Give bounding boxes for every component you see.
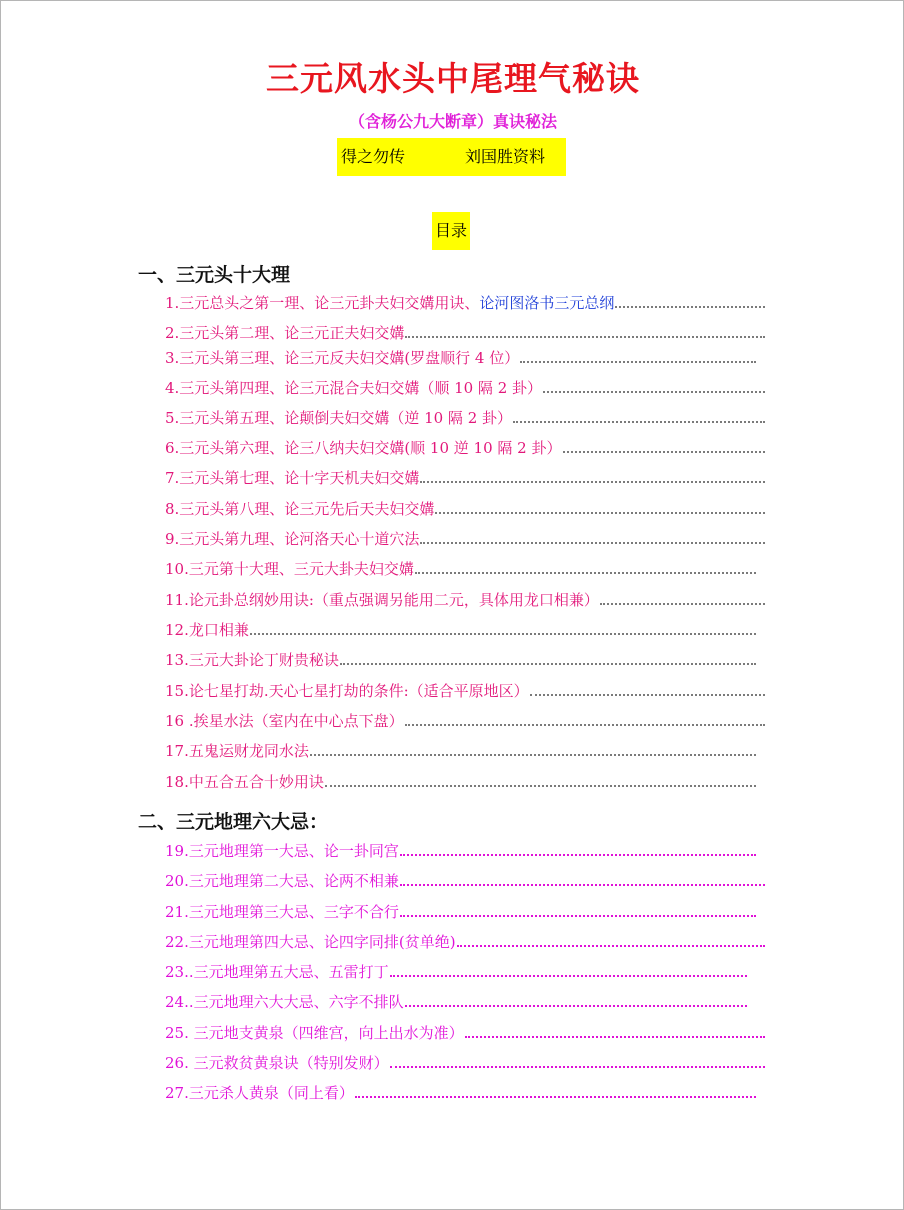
toc-item[interactable]: [165, 961, 747, 983]
toc-item-text: 23..三元地理第五大忌、五雷打丁: [165, 963, 389, 981]
toc-item-text: 10.三元第十大理、三元大卦夫妇交媾: [165, 560, 414, 578]
toc-item[interactable]: [165, 680, 765, 702]
toc-item[interactable]: [165, 498, 765, 520]
toc-item[interactable]: [165, 467, 765, 489]
leader-dots: [250, 619, 756, 635]
toc-item[interactable]: [165, 347, 756, 369]
toc-item[interactable]: [165, 437, 765, 459]
toc-item-text: 9.三元头第九理、论河洛天心十道穴法: [165, 530, 420, 548]
toc-item[interactable]: [165, 589, 765, 611]
leader-dots: [390, 1052, 765, 1068]
toc-item[interactable]: [165, 901, 756, 923]
leader-dots: [405, 710, 765, 726]
toc-item-text: 1.三元总头之第一理、论三元卦夫妇交媾用诀、: [165, 294, 480, 312]
toc-item-text: 16 .挨星水法（室内在中心点下盘）: [165, 712, 404, 730]
leader-dots: [615, 292, 765, 308]
highlight-banner: [337, 138, 566, 176]
toc-item-text: 25. 三元地支黄泉（四维宫，向上出水为准）: [165, 1024, 464, 1042]
leader-dots: [400, 901, 756, 917]
toc-item-text: 11.论元卦总纲妙用诀:（重点强调另能用二元，具体用龙口相兼）: [165, 591, 599, 609]
banner-right-text: 刘国胜资料: [465, 147, 546, 166]
leader-dots: [415, 558, 756, 574]
toc-item[interactable]: [165, 771, 756, 793]
toc-item-text: 8.三元头第八理、论三元先后天夫妇交媾: [165, 500, 435, 518]
leader-dots: [390, 961, 747, 977]
leader-dots: [457, 931, 765, 947]
toc-item-text: 3.三元头第三理、论三元反夫妇交媾(罗盘顺行 4 位）: [165, 349, 520, 367]
leader-dots: [420, 528, 765, 544]
document-subtitle: （含杨公九大断章）真诀秘法: [348, 112, 557, 131]
toc-item[interactable]: [165, 322, 765, 344]
toc-item[interactable]: [165, 558, 756, 580]
leader-dots: [340, 649, 756, 665]
toc-item[interactable]: [165, 649, 756, 671]
toc-item[interactable]: [165, 292, 765, 314]
toc-item-text: 27.三元杀人黄泉（同上看）: [165, 1084, 354, 1102]
toc-item[interactable]: [165, 1022, 765, 1044]
leader-dots: [513, 407, 765, 423]
leader-dots: [355, 1082, 756, 1098]
toc-item[interactable]: [165, 840, 756, 862]
toc-item[interactable]: [165, 619, 756, 641]
toc-item[interactable]: [165, 528, 765, 550]
toc-item-text: 17.五鬼运财龙同水法: [165, 742, 309, 760]
toc-item-text: 7.三元头第七理、论十字天机夫妇交媾: [165, 469, 420, 487]
toc-item[interactable]: [165, 407, 765, 429]
toc-item-text: 19.三元地理第一大忌、论一卦同宫: [165, 842, 399, 860]
leader-dots: [530, 680, 765, 696]
toc-item-text: 21.三元地理第三大忌、三字不合行: [165, 903, 399, 921]
toc-item[interactable]: [165, 710, 765, 732]
toc-item-text: 2.三元头第二理、论三元正夫妇交媾: [165, 324, 405, 342]
toc-item-text: 22.三元地理第四大忌、论四字同排(贫单绝): [165, 933, 456, 951]
toc-item-text: 18.中五合五合十妙用诀: [165, 773, 324, 791]
toc-item-text: 26. 三元救贫黄泉诀（特别发财）: [165, 1054, 389, 1072]
toc-item[interactable]: [165, 991, 747, 1013]
toc-item[interactable]: [165, 870, 765, 892]
leader-dots: [310, 740, 756, 756]
toc-item-link-text: 论河图洛书三元总纲: [479, 294, 615, 312]
toc-item-text: 20.三元地理第二大忌、论两不相兼: [165, 872, 399, 890]
leader-dots: [325, 771, 756, 787]
leader-dots: [420, 467, 765, 483]
toc-item[interactable]: [165, 377, 765, 399]
leader-dots: [405, 991, 747, 1007]
toc-item-text: 13.三元大卦论丁财贵秘诀: [165, 651, 339, 669]
leader-dots: [400, 870, 765, 886]
leader-dots: [520, 347, 756, 363]
toc-item-text: 24..三元地理六大大忌、六字不排队: [165, 993, 404, 1011]
section-heading-2: 二、三元地理六大忌：: [138, 811, 329, 833]
leader-dots: [600, 589, 765, 605]
toc-item[interactable]: [165, 740, 756, 762]
toc-item-text: 4.三元头第四理、论三元混合夫妇交媾（顺 10 隔 2 卦）: [165, 379, 543, 397]
leader-dots: [400, 840, 756, 856]
toc-item-text: 5.三元头第五理、论颠倒夫妇交媾（逆 10 隔 2 卦）: [165, 409, 513, 427]
toc-item-text: 12.龙口相兼: [165, 621, 249, 639]
toc-item-text: 15.论七星打劫.天心七星打劫的条件:（适合平原地区）: [165, 682, 529, 700]
toc-item-text: 6.三元头第六理、论三八纳夫妇交媾(顺 10 逆 10 隔 2 卦）: [165, 439, 562, 457]
leader-dots: [465, 1022, 765, 1038]
document-title: 三元风水头中尾理气秘诀: [266, 59, 640, 98]
toc-title: 目录: [432, 212, 470, 250]
section-heading-1: 一、三元头十大理: [138, 264, 291, 286]
leader-dots: [543, 377, 765, 393]
toc-item[interactable]: [165, 1082, 756, 1104]
leader-dots: [435, 498, 765, 514]
toc-item[interactable]: [165, 1052, 765, 1074]
leader-dots: [563, 437, 766, 453]
leader-dots: [405, 322, 765, 338]
banner-left-text: 得之勿传: [341, 147, 406, 166]
toc-item[interactable]: [165, 931, 765, 953]
